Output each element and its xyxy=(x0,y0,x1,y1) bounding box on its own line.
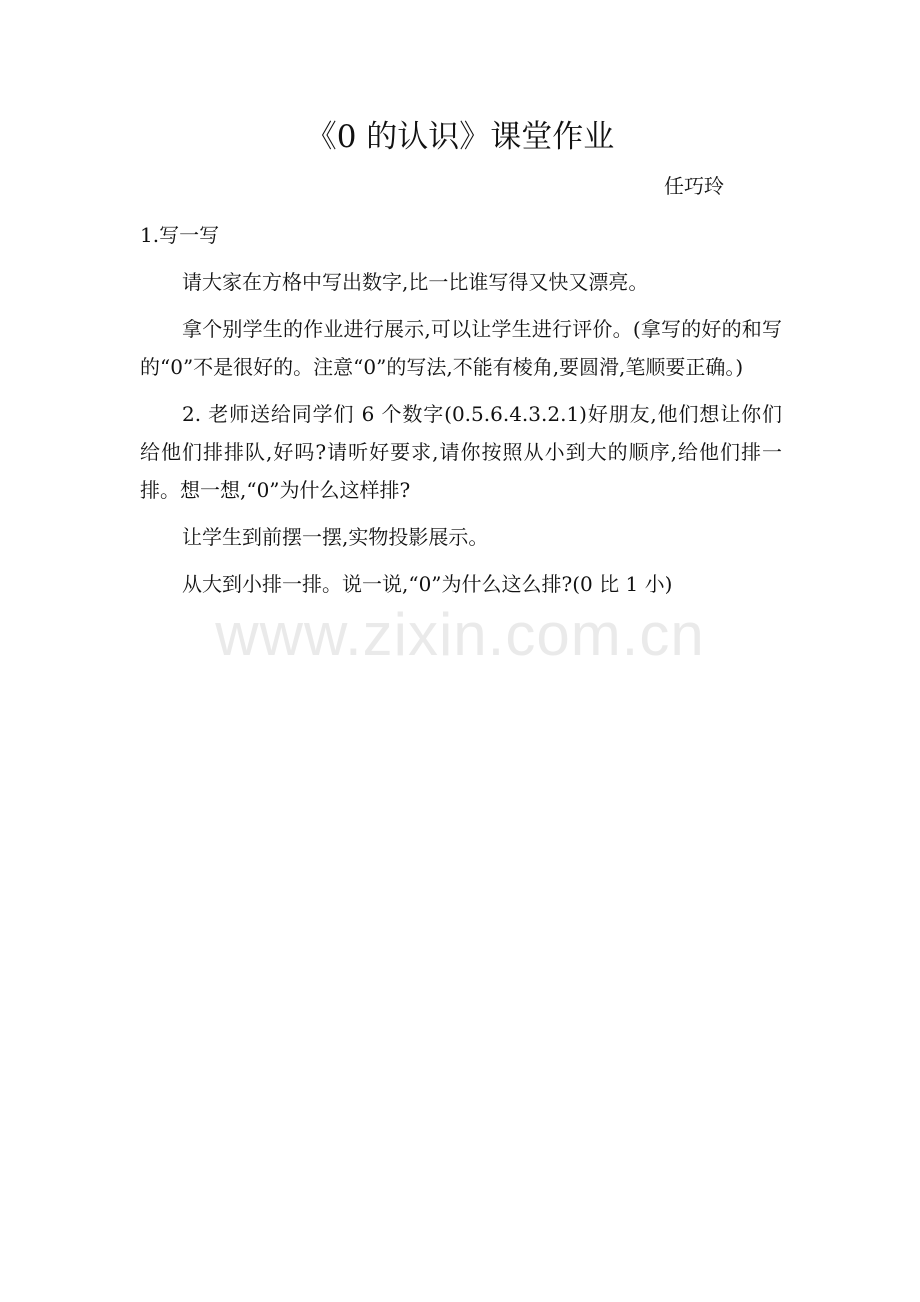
author-name: 任巧玲 xyxy=(664,174,724,198)
paragraph-ordering-task: 2. 老师送给同学们 6 个数字(0.5.6.4.3.2.1)好朋友,他们想让你们给他们排排队,好吗?请听好要求,请你按照从小到大的顺序,给他们排一排。想一想,“0”为什么这样排? xyxy=(140,402,782,502)
page-title: 《0 的认识》课堂作业 xyxy=(305,119,615,155)
document-body xyxy=(140,216,782,612)
paragraph-instruction: 请大家在方格中写出数字,比一比谁写得又快又漂亮。 xyxy=(182,270,649,294)
watermark: www.zixin.com.cn xyxy=(215,601,705,668)
paragraph-projection: 让学生到前摆一摆,实物投影展示。 xyxy=(182,525,489,549)
paragraph-showcase: 拿个别学生的作业进行展示,可以让学生进行评价。(拿写的好的和写的“0”不是很好的。注意“0”的写法,不能有棱角,要圆滑,笔顺要正确。) xyxy=(140,317,782,379)
section-heading-write: 1.写一写 xyxy=(140,223,220,247)
paragraph-descending: 从大到小排一排。说一说,“0”为什么这么排?(0 比 1 小) xyxy=(182,572,673,596)
